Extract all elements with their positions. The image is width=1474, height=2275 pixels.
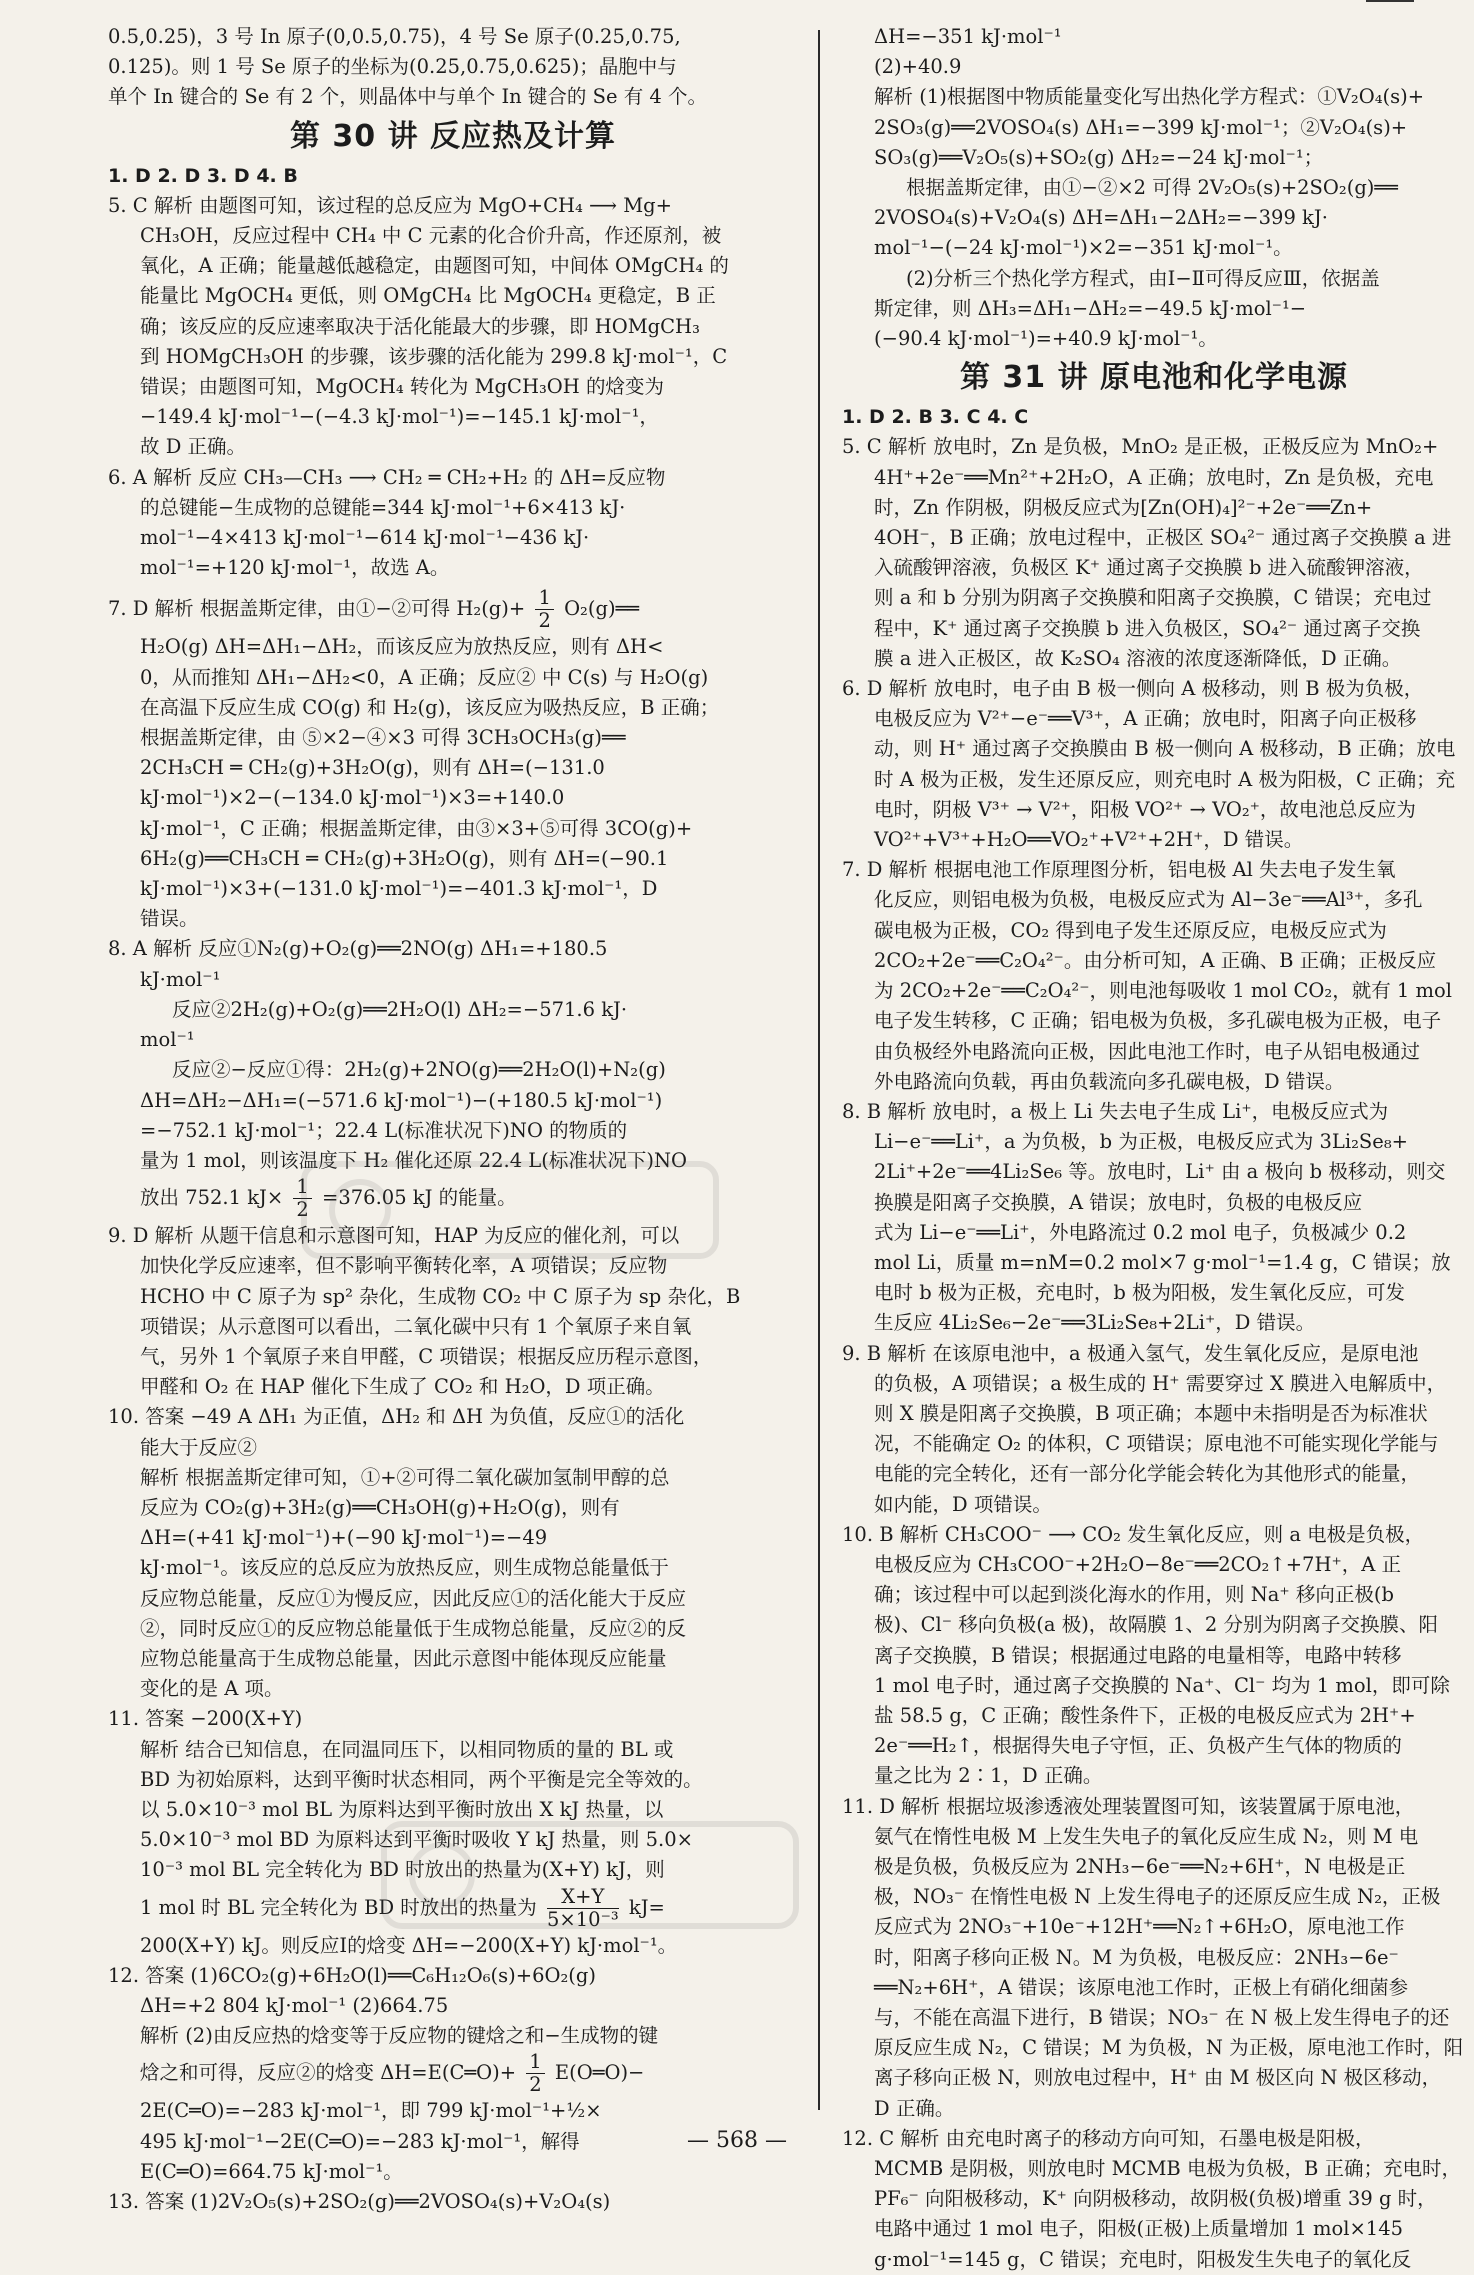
r-q12-line: g·mol⁻¹=145 g，C 错误；充电时，阳极发生失电子的氧化反	[874, 2247, 1412, 2271]
r-q10-line: 确；该过程中可以起到淡化海水的作用，则 Na⁺ 移向正极(b	[874, 1583, 1394, 1607]
r-q5-line: 4OH⁻，B 正确；放电过程中，正极区 SO₄²⁻ 通过离子交换膜 a 进	[874, 526, 1452, 550]
r-q5-line: 4H⁺+2e⁻══Mn²⁺+2H₂O，A 正确；放电时，Zn 是负极，充电	[874, 465, 1434, 489]
r-top-line: 根据盖斯定律，由①−②×2 可得 2V₂O₅(s)+2SO₂(g)══	[906, 176, 1398, 200]
r-top-line: ΔH=−351 kJ·mol⁻¹	[874, 25, 1062, 48]
q13-line: 13. 答案 (1)2V₂O₅(s)+2SO₂(g)══2VOSO₄(s)+V₂O₄(s)	[108, 2190, 611, 2213]
q10-line: 能大于反应②	[140, 1435, 258, 1459]
q11-line: 200(X+Y) kJ。则反应Ⅰ的焓变 ΔH=−200(X+Y) kJ·mol⁻¹。	[140, 1933, 678, 1957]
r-q8	[842, 1097, 1466, 1339]
q8-line: kJ·mol⁻¹	[140, 967, 221, 991]
r-q9-line: 电能的完全转化，还有一部分化学能会转化为其他形式的能量，	[874, 1462, 1421, 1486]
r-q11-line: 极是负极，负极反应为 2NH₃−6e⁻══N₂+6H⁺，N 电极是正	[874, 1854, 1406, 1878]
q7-line: kJ·mol⁻¹)×2−(−134.0 kJ·mol⁻¹)×3=+140.0	[140, 786, 565, 810]
q7-line: kJ·mol⁻¹)×3+(−131.0 kJ·mol⁻¹)=−401.3 kJ·mol⁻¹，D	[140, 877, 658, 901]
r-q11	[842, 1792, 1466, 2124]
r-top-line: SO₃(g)══V₂O₅(s)+SO₂(g) ΔH₂=−24 kJ·mol⁻¹；	[874, 145, 1324, 169]
q12-frac-line	[108, 2051, 798, 2096]
q6-line: mol⁻¹−4×413 kJ·mol⁻¹−614 kJ·mol⁻¹−436 kJ·	[140, 526, 590, 550]
r-q11-line: D 正确。	[874, 2096, 955, 2120]
q5-line: 5. C 解析 由题图可知，该过程的总反应为 MgO+CH₄ ⟶ Mg+	[108, 193, 672, 217]
q9-line: 9. D 解析 从题干信息和示意图可知，HAP 为反应的催化剂，可以	[108, 1224, 680, 1248]
r-q12-line: 12. C 解析 由充电时离子的移动方向可知，石墨电极是阳极，	[842, 2126, 1375, 2150]
q8-line: 8. A 解析 反应①N₂(g)+O₂(g)══2NO(g) ΔH₁=+180.5	[108, 937, 608, 961]
q11-line: 11. 答案 −200(X+Y)	[108, 1707, 303, 1731]
q8-line: 量为 1 mol，则该温度下 H₂ 催化还原 22.4 L(标准状况下)NO	[140, 1148, 688, 1172]
r-q10-line: 10. B 解析 CH₃COO⁻ ⟶ CO₂ 发生氧化反应，则 a 电极是负极，	[842, 1522, 1425, 1546]
q11-line: 以 5.0×10⁻³ mol BL 为原料达到平衡时放出 X kJ 热量，以	[140, 1797, 664, 1821]
r-top-line: 2SO₃(g)══2VOSO₄(s) ΔH₁=−399 kJ·mol⁻¹；②V₂O₄(s)+	[874, 115, 1408, 139]
q12-frac-a: 焓之和可得，反应②的焓变 ΔH=E(C═O)+	[140, 2061, 517, 2085]
r-q9-line: 如内能，D 项错误。	[874, 1492, 1052, 1516]
r-q10-line: 1 mol 电子时，通过离子交换膜的 Na⁺、Cl⁻ 均为 1 mol，即可除	[874, 1673, 1450, 1697]
r-q6-line: 时 A 极为正极，发生还原反应，则充电时 A 极为阳极，C 正确；充	[874, 767, 1456, 791]
frac-num: 1	[535, 587, 553, 610]
q12-line: 12. 答案 (1)6CO₂(g)+6H₂O(l)══C₆H₁₂O₆(s)+6O₂(g)	[108, 1963, 596, 1987]
r-top-line: (2)分析三个热化学方程式，由Ⅰ−Ⅱ可得反应Ⅲ，依据盖	[906, 266, 1380, 290]
r-q12-line: PF₆⁻ 向阳极移动，K⁺ 向阴极移动，故阴极(负极)增重 39 g 时，	[874, 2187, 1437, 2211]
q7-head-a: 7. D 解析 根据盖斯定律，由①−②可得 H₂(g)+	[108, 597, 526, 621]
r-q6-line: 电极反应为 V²⁺−e⁻══V³⁺，A 正确；放电时，阳离子向正极移	[874, 707, 1417, 731]
q5-line: −149.4 kJ·mol⁻¹−(−4.3 kJ·mol⁻¹)=−145.1 kJ·mol⁻¹，	[140, 405, 659, 429]
q11-frac-b: kJ=	[628, 1895, 665, 1919]
watermark-icon	[300, 1160, 720, 1260]
r-top-line: (2)+40.9	[874, 55, 962, 79]
r-q5-line: 5. C 解析 放电时，Zn 是负极，MnO₂ 是正极，正极反应为 MnO₂+	[842, 435, 1439, 459]
r-q8-line: mol Li，质量 m=nM=0.2 mol×7 g·mol⁻¹=1.4 g，C 错误；放	[874, 1250, 1451, 1274]
r-q11-line: 极，NO₃⁻ 在惰性电极 N 上发生得电子的还原反应生成 N₂，正极	[874, 1885, 1441, 1909]
answers-row: 1. D 2. D 3. D 4. B	[108, 164, 298, 187]
page-number: — 568 —	[687, 2128, 787, 2153]
r-q10-line: 电极反应为 CH₃COO⁻+2H₂O−8e⁻══2CO₂↑+7H⁺，A 正	[874, 1552, 1402, 1576]
r-q8-line: 2Li⁺+2e⁻══4Li₂Se₆ 等。放电时，Li⁺ 由 a 极向 b 极移动，则交	[874, 1160, 1446, 1184]
frac-den: 2	[529, 2073, 542, 2097]
q8-line: =−752.1 kJ·mol⁻¹；22.4 L(标准状况下)NO 的物质的	[140, 1118, 628, 1142]
q10-line: 应物总能量高于生成物总能量，因此示意图中能体现反应能量	[140, 1646, 667, 1670]
fraction	[535, 587, 553, 632]
q12-line: 解析 (2)由反应热的焓变等于反应物的键焓之和−生成物的键	[140, 2024, 659, 2048]
r-q11-line: 与，不能在高温下进行，B 错误；NO₃⁻ 在 N 极上发生得电子的还	[874, 2006, 1450, 2029]
r-q10	[842, 1520, 1466, 1792]
q10-line: ΔH=(+41 kJ·mol⁻¹)+(−90 kJ·mol⁻¹)=−49	[140, 1526, 548, 1550]
frac-den: 5×10⁻³	[547, 1907, 619, 1931]
q7-line: H₂O(g) ΔH=ΔH₁−ΔH₂，而该反应为放热反应，则有 ΔH<	[140, 635, 664, 659]
section-title-31: 第 31 讲 原电池和化学电源	[959, 360, 1349, 396]
q8-line: 反应②−反应①得：2H₂(g)+2NO(g)══2H₂O(l)+N₂(g)	[172, 1058, 666, 1082]
q6-line: mol⁻¹=+120 kJ·mol⁻¹，故选 A。	[140, 556, 450, 580]
r-q11-line: 反应式为 2NO₃⁻+10e⁻+12H⁺══N₂↑+6H₂O，原电池工作	[874, 1915, 1405, 1939]
r-q5-line: 时，Zn 作阴极，阴极反应式为[Zn(OH)₄]²⁻+2e⁻══Zn+	[874, 495, 1373, 519]
q9-line: 气，另外 1 个氧原子来自甲醛，C 项错误；根据反应历程示意图，	[140, 1344, 713, 1368]
top-mark	[1366, 0, 1414, 2]
q6-line: 6. A 解析 反应 CH₃—CH₃ ⟶ CH₂ ═ CH₂+H₂ 的 ΔH=反应物	[108, 465, 666, 489]
q9-line: 甲醛和 O₂ 在 HAP 催化下生成了 CO₂ 和 H₂O，D 项正确。	[140, 1375, 665, 1399]
q8-line: mol⁻¹	[140, 1028, 195, 1052]
q11-line: BD 为初始原料，达到平衡时状态相同，两个平衡是完全等效的。	[140, 1767, 703, 1791]
frac-num: 1	[293, 1176, 311, 1199]
r-top-line: (−90.4 kJ·mol⁻¹)=+40.9 kJ·mol⁻¹。	[874, 327, 1218, 351]
r-q7-line: 由负极经外电路流向正极，因此电池工作时，电子从铝电极通过	[874, 1039, 1421, 1063]
r-q11-line: 原反应生成 N₂，C 错误；M 为负极，N 为正极，原电池工作时，阳	[874, 2036, 1464, 2060]
q8-last-b: =376.05 kJ 的能量。	[322, 1186, 517, 1210]
r-q9	[842, 1339, 1466, 1520]
frac-num: X+Y	[547, 1886, 619, 1909]
r-q11-line: 时，阳离子移向正极 N。M 为负极，电极反应：2NH₃−6e⁻	[874, 1945, 1399, 1969]
r-q6	[842, 674, 1466, 855]
r-q9-line: 况，不能确定 O₂ 的体积，C 项错误；原电池不可能实现化学能与	[874, 1432, 1439, 1456]
r-q12-line: 电路中通过 1 mol 电子，阳极(正极)上质量增加 1 mol×145	[874, 2217, 1404, 2241]
q12	[108, 1961, 798, 2187]
r-q9-line: 的负极，A 项错误；a 极生成的 H⁺ 需要穿过 X 膜进入电解质中，	[874, 1371, 1447, 1395]
q7-line: 在高温下反应生成 CO(g) 和 H₂(g)，该反应为吸热反应，B 正确；	[140, 695, 720, 719]
section-title-30: 第 30 讲 反应热及计算	[289, 118, 617, 154]
q5-line: 能量比 MgOCH₄ 更低，则 OMgCH₄ 比 MgOCH₄ 更稳定，B 正	[140, 284, 716, 308]
r-q10-line: 量之比为 2∶1，D 正确。	[874, 1764, 1103, 1788]
r-q11-line: 离子移向正极 N，则放电过程中，H⁺ 由 M 极区向 N 极区移动，	[874, 2066, 1442, 2090]
q6	[108, 463, 798, 584]
q12-line: 2E(C═O)=−283 kJ·mol⁻¹，即 799 kJ·mol⁻¹+½×	[140, 2099, 602, 2123]
r-q8-line: 换膜是阳离子交换膜，A 错误；放电时，负极的电极反应	[874, 1190, 1363, 1214]
q11-line: 10⁻³ mol BL 完全转化为 BD 时放出的热量为(X+Y) kJ，则	[140, 1858, 665, 1882]
r-q8-line: Li−e⁻══Li⁺，a 为负极，b 为正极，电极反应式为 3Li₂Se₈+	[874, 1130, 1408, 1154]
q6-line: 的总键能−生成物的总键能=344 kJ·mol⁻¹+6×413 kJ·	[140, 495, 626, 519]
r-q7-line: 7. D 解析 根据电池工作原理图分析，铝电极 Al 失去电子发生氧	[842, 858, 1396, 882]
q7-line: 2CH₃CH ═ CH₂(g)+3H₂O(g)，则有 ΔH=(−131.0	[140, 756, 605, 780]
q5-line: 错误；由题图可知，MgOCH₄ 转化为 MgCH₃OH 的焓变为	[140, 375, 664, 399]
r-q8-line: 电时 b 极为正极，充电时，b 极为阳极，发生氧化反应，可发	[874, 1281, 1406, 1305]
q12-line: E(C═O)=664.75 kJ·mol⁻¹。	[140, 2159, 403, 2183]
q7-line: 根据盖斯定律，由 ⑤×2−④×3 可得 3CH₃OCH₃(g)══	[140, 726, 626, 750]
r-q7-line: 外电路流向负载，再由负载流向多孔碳电极，D 错误。	[874, 1069, 1345, 1093]
q5-line: CH₃OH，反应过程中 CH₄ 中 C 元素的化合价升高，作还原剂，被	[140, 224, 722, 248]
q7	[108, 587, 798, 934]
q7-line: 6H₂(g)══CH₃CH ═ CH₂(g)+3H₂O(g)，则有 ΔH=(−90.1	[140, 846, 669, 870]
q10	[108, 1402, 798, 1704]
q10-line: kJ·mol⁻¹。该反应的总反应为放热反应，则生成物总能量低于	[140, 1556, 669, 1580]
r-q8-line: 生反应 4Li₂Se₆−2e⁻══3Li₂Se₈+2Li⁺，D 错误。	[874, 1311, 1316, 1335]
q11-line: 解析 结合已知信息，在同温同压下，以相同物质的量的 BL 或	[140, 1737, 674, 1761]
q8-line: ΔH=ΔH₂−ΔH₁=(−571.6 kJ·mol⁻¹)−(+180.5 kJ·mol⁻¹)	[140, 1088, 663, 1112]
q7-line: 0，从而推知 ΔH₁−ΔH₂<0，A 正确；反应② 中 C(s) 与 H₂O(g)	[140, 665, 709, 689]
q10-line: ②，同时反应①的反应物总能量低于生成物总能量，反应②的反	[140, 1616, 687, 1640]
q8-last-a: 放出 752.1 kJ×	[140, 1186, 284, 1210]
r-q7-line: 为 2CO₂+2e⁻══C₂O₄²⁻，则电池每吸收 1 mol CO₂，就有 1 mol	[874, 979, 1453, 1003]
r-top-line: 斯定律，则 ΔH₃=ΔH₁−ΔH₂=−49.5 kJ·mol⁻¹−	[874, 296, 1307, 320]
q10-line: 反应物总能量，反应①为慢反应，因此反应①的活化能大于反应	[140, 1586, 687, 1610]
r-q7-line: 化反应，则铝电极为负极，电极反应式为 Al−3e⁻══Al³⁺，多孔	[874, 888, 1423, 912]
q7-line: 错误。	[140, 907, 199, 931]
frac-num: 1	[526, 2051, 544, 2074]
r-q11-line: 11. D 解析 根据垃圾渗透液处理装置图可知，该装置属于原电池，	[842, 1794, 1415, 1818]
frac-den: 2	[538, 609, 551, 633]
frac-den: 2	[296, 1198, 309, 1222]
r-q7-line: 碳电极为正极，CO₂ 得到电子发生还原反应，电极反应式为	[874, 918, 1387, 942]
q12-frac-b: E(O═O)−	[554, 2061, 645, 2085]
watermark-icon	[380, 1820, 800, 1930]
q11-line: 5.0×10⁻³ mol BD 为原料达到平衡时吸收 Y kJ 热量，则 5.0×	[140, 1828, 693, 1852]
q10-line: 变化的是 A 项。	[140, 1677, 284, 1701]
right-column	[842, 22, 1466, 2275]
q5	[108, 191, 798, 463]
q11-frac-a: 1 mol 时 BL 完全转化为 BD 时放出的热量为	[140, 1895, 537, 1919]
r-q11-line: 氨气在惰性电极 M 上发生失电子的氧化反应生成 N₂，则 M 电	[874, 1824, 1419, 1848]
q5-line: 到 HOMgCH₃OH 的步骤，该步骤的活化能为 299.8 kJ·mol⁻¹，C	[140, 344, 728, 368]
q7-line: kJ·mol⁻¹，C 正确；根据盖斯定律，由③×3+⑤可得 3CO(g)+	[140, 816, 693, 840]
q8-line: 反应②2H₂(g)+O₂(g)══2H₂O(l) ΔH₂=−571.6 kJ·	[172, 997, 628, 1021]
r-q10-line: 盐 58.5 g，C 正确；酸性条件下，正极的电极反应式为 2H⁺+	[874, 1703, 1416, 1727]
r-q7	[842, 855, 1466, 1097]
q7-head-b: O₂(g)══	[564, 597, 640, 621]
q5-line: 故 D 正确。	[140, 435, 247, 459]
q9-line: 项错误；从示意图可以看出，二氧化碳中只有 1 个氧原子来自氧	[140, 1314, 692, 1338]
q9-line: 加快化学反应速率，但不影响平衡转化率，A 项错误；反应物	[140, 1254, 668, 1278]
r-q10-line: 离子交换膜，B 错误；根据通过电路的电量相等，电路中转移	[874, 1643, 1402, 1667]
q10-line: 反应为 CO₂(g)+3H₂(g)══CH₃OH(g)+H₂O(g)，则有	[140, 1495, 620, 1519]
r-q7-line: 电子发生转移，C 正确；铝电极为负极，多孔碳电极为正极，电子	[874, 1009, 1442, 1033]
r-q5-line: 程中，K⁺ 通过离子交换膜 b 进入负极区，SO₄²⁻ 通过离子交换	[874, 616, 1421, 640]
r-q9-line: 则 X 膜是阳离子交换膜，B 项正确；本题中未指明是否为标准状	[874, 1401, 1428, 1425]
intro-line: 0.125)。则 1 号 Se 原子的坐标为(0.25,0.75,0.625)；晶胞中与	[108, 55, 677, 79]
r-q5	[842, 432, 1466, 674]
r-q6-line: 6. D 解析 放电时，电子由 B 极一侧向 A 极移动，则 B 极为负极，	[842, 677, 1424, 701]
answers-row: 1. D 2. B 3. C 4. C	[842, 406, 1029, 429]
q7-head	[108, 587, 798, 632]
intro-line: 0.5,0.25)，3 号 In 原子(0,0.5,0.75)，4 号 Se 原子(0.25,0.75,	[108, 25, 681, 48]
r-q5-line: 入硫酸钾溶液，负极区 K⁺ 通过离子交换膜 b 进入硫酸钾溶液，	[874, 556, 1424, 580]
r-q12-line: MCMB 是阴极，则放电时 MCMB 电极为负极，B 正确；充电时，	[874, 2157, 1461, 2181]
r-q6-line: 电时，阴极 V³⁺ → V²⁺，阳极 VO²⁺ → VO₂⁺，故电池总反应为	[874, 797, 1416, 821]
intro-line: 单个 In 键合的 Se 有 2 个，则晶体中与单个 In 键合的 Se 有 4 个。	[108, 85, 708, 109]
r-top-line: mol⁻¹−(−24 kJ·mol⁻¹)×2=−351 kJ·mol⁻¹。	[874, 236, 1293, 260]
q5-line: 确；该反应的反应速率取决于活化能最大的步骤，即 HOMgCH₃	[140, 314, 700, 338]
r-q6-line: 动，则 H⁺ 通过离子交换膜由 B 极一侧向 A 极移动，B 正确；放电	[874, 737, 1456, 761]
fraction	[526, 2051, 544, 2096]
r-q9-line: 9. B 解析 在该原电池中，a 极通入氢气，发生氧化反应，是原电池	[842, 1341, 1419, 1365]
r-q10-line: 2e⁻══H₂↑，根据得失电子守恒，正、负极产生气体的物质的	[874, 1734, 1402, 1758]
r-q8-line: 8. B 解析 放电时，a 极上 Li 失去电子生成 Li⁺，电极反应式为	[842, 1099, 1389, 1123]
q12-line: ΔH=+2 804 kJ·mol⁻¹ (2)664.75	[140, 1993, 449, 2017]
r-q5-line: 膜 a 进入正极区，故 K₂SO₄ 溶液的浓度逐渐降低，D 正确。	[874, 646, 1402, 670]
r-q8-line: 式为 Li−e⁻══Li⁺，外电路流过 0.2 mol 电子，负极减少 0.2	[874, 1220, 1407, 1244]
q10-line: 10. 答案 −49 A ΔH₁ 为正值，ΔH₂ 和 ΔH 为负值，反应①的活化	[108, 1405, 685, 1429]
r-top-line: 2VOSO₄(s)+V₂O₄(s) ΔH=ΔH₁−2ΔH₂=−399 kJ·	[874, 206, 1328, 230]
q9-line: HCHO 中 C 原子为 sp² 杂化，生成物 CO₂ 中 C 原子为 sp 杂化，B	[140, 1284, 741, 1308]
q10-line: 解析 根据盖斯定律可知，①+②可得二氧化碳加氢制甲醇的总	[140, 1465, 670, 1489]
column-divider	[818, 30, 820, 2110]
q5-line: 氧化，A 正确；能量越低越稳定，由题图可知，中间体 OMgCH₄ 的	[140, 254, 729, 278]
r-q6-line: VO²⁺+V³⁺+H₂O══VO₂⁺+V²⁺+2H⁺，D 错误。	[874, 828, 1304, 852]
r-q5-line: 则 a 和 b 分别为阴离子交换膜和阳离子交换膜，C 错误；充电过	[874, 586, 1432, 610]
r-q7-line: 2CO₂+2e⁻══C₂O₄²⁻。由分析可知，A 正确、B 正确；正极反应	[874, 948, 1437, 972]
r-q11-line: ══N₂+6H⁺，A 错误；该原电池工作时，正极上有硝化细菌参	[874, 1975, 1409, 1999]
r-top-line: 解析 (1)根据图中物质能量变化写出热化学方程式：①V₂O₄(s)+	[874, 85, 1425, 109]
r-q10-line: 极)、Cl⁻ 移向负极(a 极)，故隔膜 1、2 分别为阴离子交换膜、阳	[874, 1613, 1439, 1637]
q12-line: 495 kJ·mol⁻¹−2E(C═O)=−283 kJ·mol⁻¹，解得	[140, 2129, 580, 2153]
